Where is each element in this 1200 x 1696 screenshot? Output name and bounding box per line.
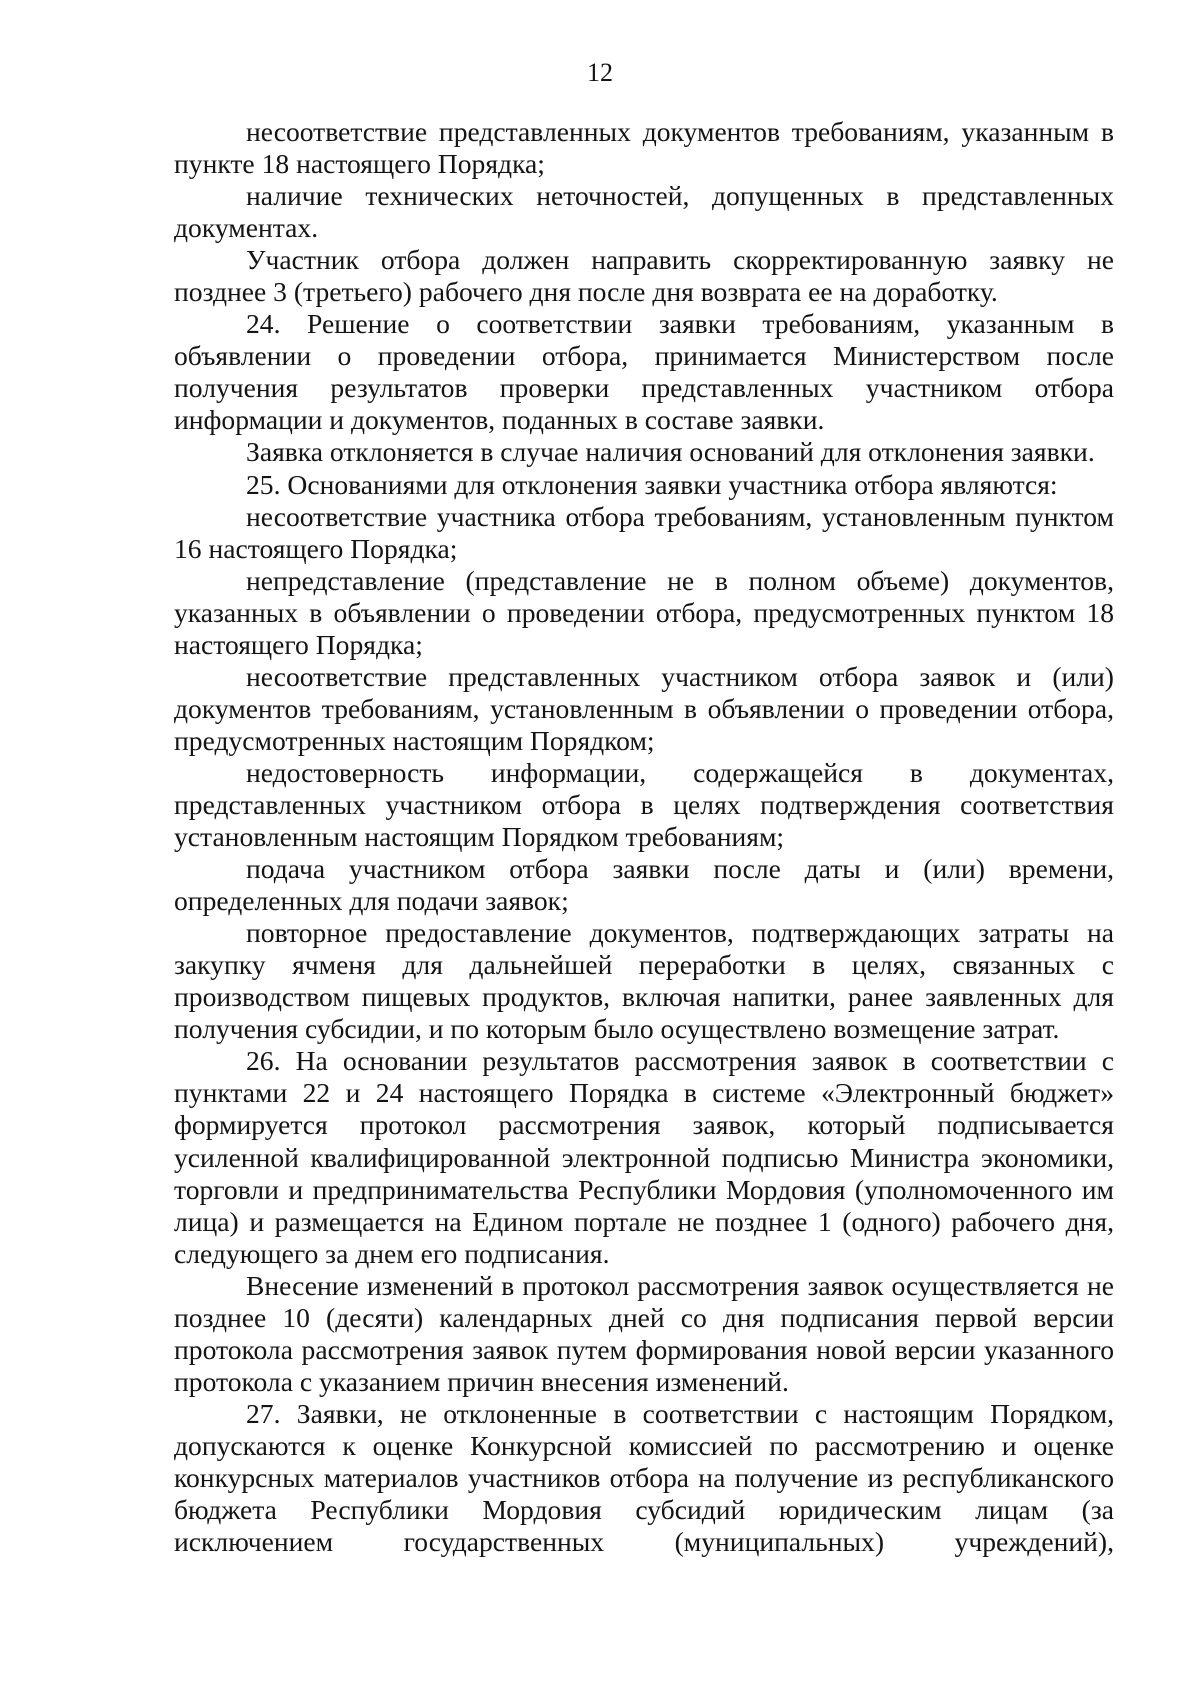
paragraph: несоответствие участника отбора требованиям, установленным пунктом 16 настоящего Порядка;	[174, 500, 1114, 564]
paragraph: наличие технических неточностей, допущенных в представленных документах.	[174, 180, 1114, 244]
paragraph: непредставление (представление не в полном объеме) документов, указанных в объявлении о проведении отбора, предусмотренных пунктом 18 настоящего Порядка;	[174, 564, 1114, 660]
paragraph: 25. Основаниями для отклонения заявки участника отбора являются:	[246, 468, 1058, 500]
paragraph: Участник отбора должен направить скорректированную заявку не позднее 3 (третьего) рабочего дня после дня возврата ее на доработку.	[174, 244, 1114, 308]
paragraph: несоответствие представленных документов требованиям, указанным в пункте 18 настоящего Порядка;	[174, 116, 1114, 180]
paragraph: недостоверность информации, содержащейся в документах, представленных участником отбора в целях подтверждения соответствия установленным настоящим Порядком требованиям;	[174, 756, 1114, 853]
paragraph: 26. На основании результатов рассмотрения заявок в соответствии с пунктами 22 и 24 настоящего Порядка в системе «Электронный бюджет» формируется протокол рассмотрения заявок, который подписывается усиленной квалифицированной электронной подписью Министра экономики, торговли и предпринимательства Республики Мордовия (уполномоченного им лица) и размещается на Едином портале не позднее 1 (одного) рабочего дня, следующего за днем его подписания.	[174, 1045, 1114, 1269]
document-body	[174, 116, 1114, 1558]
paragraph: повторное предоставление документов, подтверждающих затраты на закупку ячменя для дальнейшей переработки в целях, связанных с производством пищевых продуктов, включая напитки, ранее заявленных для получения субсидии, и по которым было осуществлено возмещение затрат.	[174, 917, 1114, 1045]
paragraph: Внесение изменений в протокол рассмотрения заявок осуществляется не позднее 10 (десяти) календарных дней со дня подписания первой версии протокола рассмотрения заявок путем формирования новой версии указанного протокола с указанием причин внесения изменений.	[174, 1269, 1114, 1397]
paragraph: несоответствие представленных участником отбора заявок и (или) документов требованиям, установленным в объявлении о проведении отбора, предусмотренных настоящим Порядком;	[174, 660, 1114, 756]
paragraph: 27. Заявки, не отклоненные в соответствии с настоящим Порядком, допускаются к оценке Конкурсной комиссией по рассмотрению и оценке конкурсных материалов участников отбора на получение из республиканского бюджета Республики Мордовия субсидий юридическим лицам (за исключением государственных (муниципальных) учреждений),	[174, 1397, 1114, 1558]
page-number: 12	[587, 58, 613, 87]
paragraph: 24. Решение о соответствии заявки требованиям, указанным в объявлении о проведении отбора, принимается Министерством после получения результатов проверки представленных участником отбора информации и документов, поданных в составе заявки.	[174, 308, 1114, 436]
paragraph: Заявка отклоняется в случае наличия оснований для отклонения заявки.	[246, 436, 1095, 468]
paragraph: подача участником отбора заявки после даты и (или) времени, определенных для подачи заявок;	[174, 853, 1114, 917]
